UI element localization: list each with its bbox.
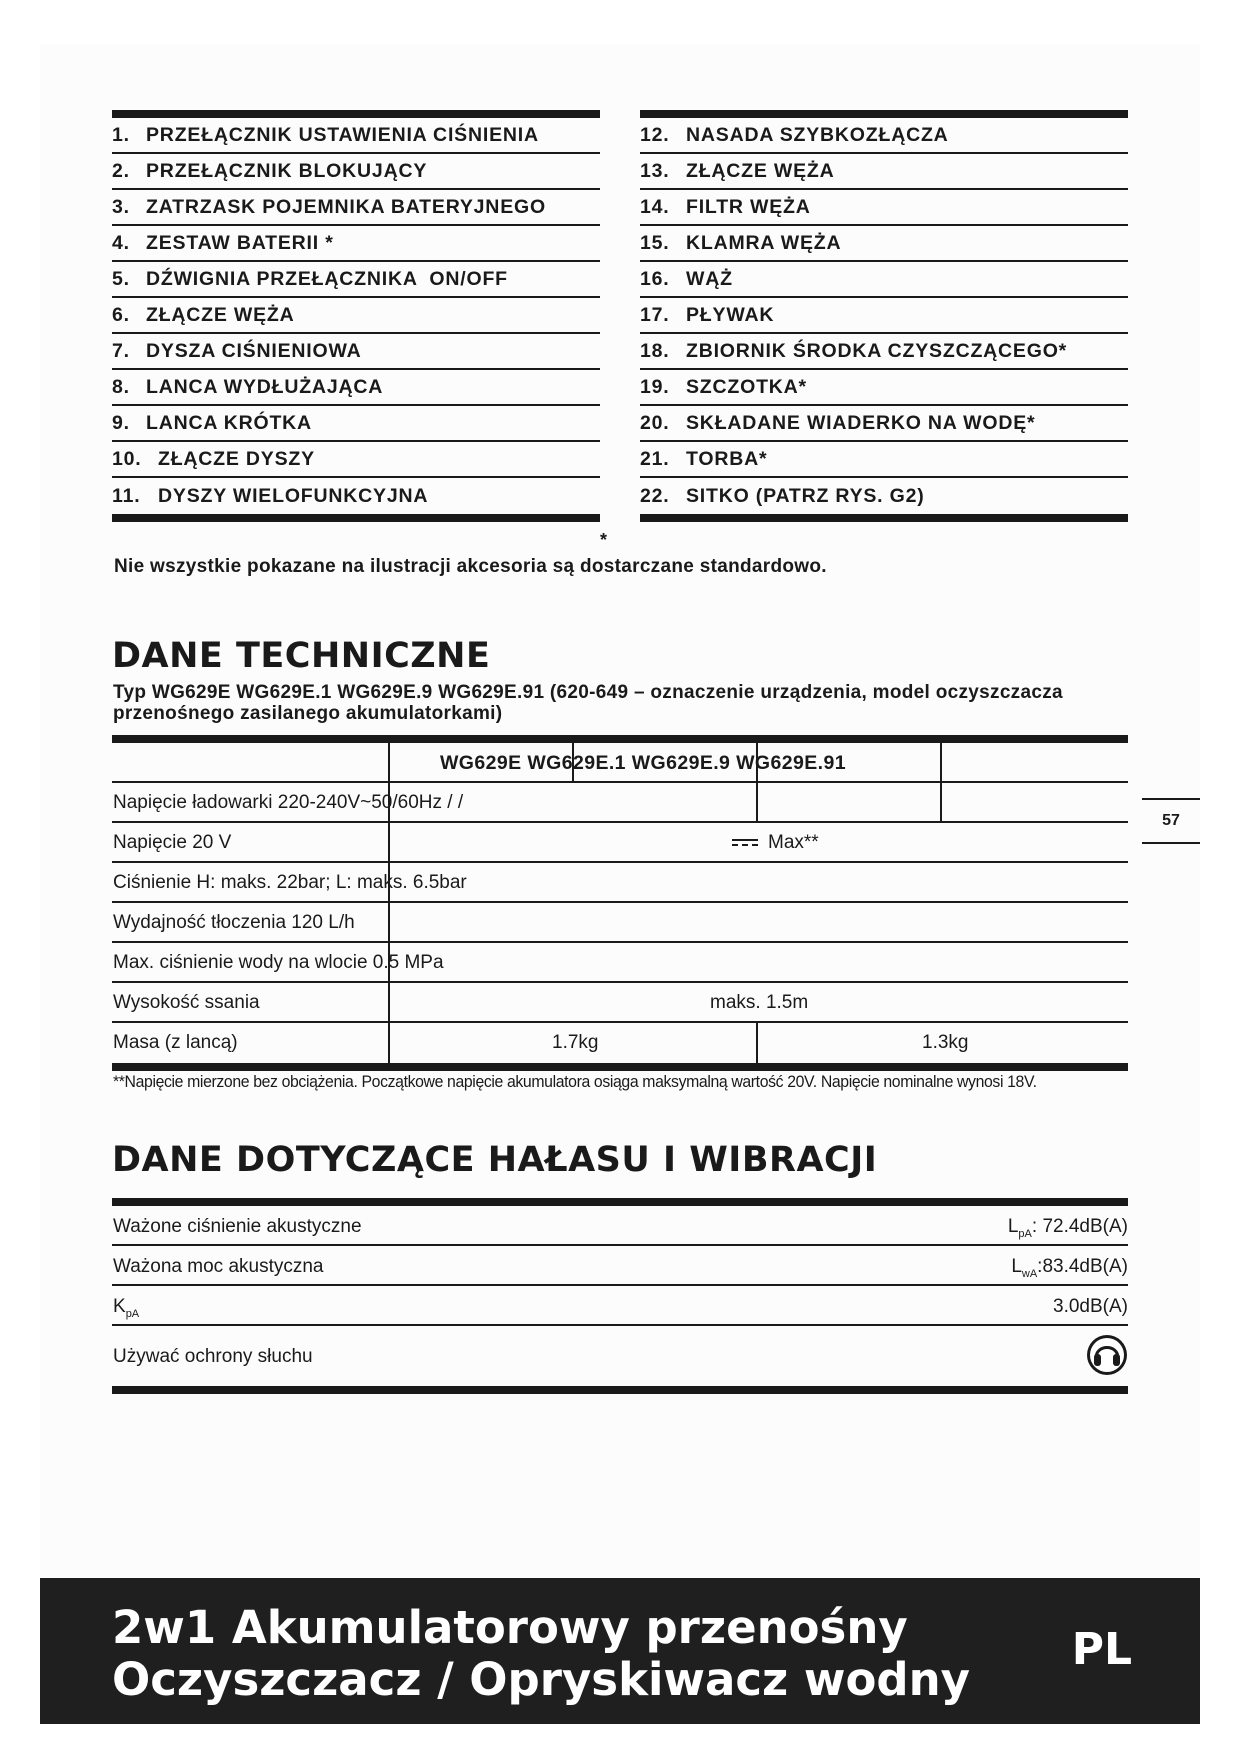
asterisk-mark: * xyxy=(600,530,608,550)
table-row xyxy=(112,823,1128,863)
row-label xyxy=(113,1296,139,1320)
dc-symbol-icon xyxy=(732,838,758,848)
item-number: 22. xyxy=(640,484,670,507)
table-row xyxy=(112,983,1128,1023)
model-header: WG629E WG629E.1 WG629E.9 WG629E.91 xyxy=(440,752,846,774)
item-number: 6. xyxy=(112,303,130,326)
type-description: Typ WG629E WG629E.1 WG629E.9 WG629E.91 (620-649 – oznaczenie urządzenia, model oczyszczacza przenośnego zasilanego akumulatorkami) xyxy=(113,682,1063,724)
list-item xyxy=(112,190,600,226)
row-label: Ważone ciśnienie akustyczne xyxy=(113,1216,362,1237)
table-header-row xyxy=(112,743,1128,783)
table-row xyxy=(112,943,1128,983)
item-number: 16. xyxy=(640,267,670,290)
table-row xyxy=(112,903,1128,943)
list-item xyxy=(112,478,600,514)
item-label: ZŁĄCZE DYSZY xyxy=(158,447,315,470)
symbol-subscript: pA xyxy=(1018,1227,1032,1240)
item-label: ZŁĄCZE WĘŻA xyxy=(146,303,295,326)
list-item xyxy=(112,226,600,262)
divider xyxy=(640,514,1128,522)
item-label: KLAMRA WĘŻA xyxy=(686,231,842,254)
noise-heading: DANE DOTYCZĄCE HAŁASU I WIBRACJI xyxy=(112,1140,878,1180)
item-label: ZŁĄCZE WĘŻA xyxy=(686,159,835,182)
list-item xyxy=(112,370,600,406)
item-label: ZATRZASK POJEMNIKA BATERYJNEGO xyxy=(146,195,546,218)
column-line xyxy=(388,823,390,861)
row-label: Używać ochrony słuchu xyxy=(113,1346,313,1367)
list-item xyxy=(112,262,600,298)
tech-heading: DANE TECHNICZNE xyxy=(112,636,491,676)
row-label: Max. ciśnienie wody na wlocie 0.5 MPa xyxy=(113,952,444,973)
list-item xyxy=(112,118,600,154)
divider xyxy=(112,514,600,522)
voltage-footnote: **Napięcie mierzone bez obciążenia. Początkowe napięcie akumulatora osiąga maksymalną wartość 20V. Napięcie nominalne wynosi 18V. xyxy=(113,1072,1037,1091)
item-label: FILTR WĘŻA xyxy=(686,195,811,218)
column-line xyxy=(388,743,390,781)
item-label: PRZEŁĄCZNIK USTAWIENIA CIŚNIENIA xyxy=(146,123,539,146)
divider xyxy=(112,1198,1128,1206)
column-line xyxy=(756,1023,758,1063)
table-row xyxy=(112,1286,1128,1326)
item-label: LANCA KRÓTKA xyxy=(146,411,312,434)
list-item xyxy=(112,154,600,190)
table-row xyxy=(112,783,1128,823)
symbol: L xyxy=(1007,1216,1019,1237)
voltage-value xyxy=(732,832,819,854)
table-row xyxy=(112,1326,1128,1386)
list-item xyxy=(640,370,1128,406)
list-item xyxy=(640,298,1128,334)
list-item xyxy=(112,298,600,334)
list-item xyxy=(640,190,1128,226)
product-title-line1: 2w1 Akumulatorowy przenośny xyxy=(112,1601,908,1654)
item-number: 1. xyxy=(112,123,130,146)
item-number: 11. xyxy=(112,484,141,507)
column-line xyxy=(940,783,942,821)
accessories-note: Nie wszystkie pokazane na ilustracji akcesoria są dostarczane standardowo. xyxy=(114,556,827,577)
item-number: 17. xyxy=(640,303,670,326)
tech-table xyxy=(112,735,1128,1071)
table-row xyxy=(112,1206,1128,1246)
language-code: PL xyxy=(1071,1624,1132,1675)
noise-table xyxy=(112,1198,1128,1394)
item-label: DYSZA CIŚNIENIOWA xyxy=(146,339,362,362)
item-label: SKŁADANE WIADERKO NA WODĘ* xyxy=(686,411,1036,434)
item-number: 8. xyxy=(112,375,130,398)
list-item xyxy=(112,406,600,442)
item-number: 20. xyxy=(640,411,670,434)
list-item xyxy=(640,154,1128,190)
row-label: Ważona moc akustyczna xyxy=(113,1256,324,1277)
item-label: PRZEŁĄCZNIK BLOKUJĄCY xyxy=(146,159,428,182)
value-text: :83.4dB(A) xyxy=(1037,1256,1128,1277)
mass-value-a: 1.7kg xyxy=(552,1032,599,1053)
page-number: 57 xyxy=(1142,798,1200,844)
symbol: K xyxy=(113,1296,126,1317)
row-label: Wysokość ssania xyxy=(113,992,260,1013)
item-number: 3. xyxy=(112,195,130,218)
item-number: 10. xyxy=(112,447,142,470)
row-label: Napięcie 20 V xyxy=(113,832,232,853)
item-label: PŁYWAK xyxy=(686,303,775,326)
item-number: 19. xyxy=(640,375,670,398)
divider xyxy=(112,1063,1128,1071)
symbol-subscript: wA xyxy=(1021,1267,1038,1280)
mass-value-b: 1.3kg xyxy=(922,1032,969,1053)
item-number: 12. xyxy=(640,123,670,146)
divider xyxy=(640,110,1128,118)
list-item xyxy=(640,226,1128,262)
table-row xyxy=(112,863,1128,903)
symbol: L xyxy=(1011,1256,1022,1277)
row-label: Napięcie ładowarki 220-240V~50/60Hz / / xyxy=(113,792,464,813)
item-label: ZESTAW BATERII * xyxy=(146,231,334,254)
ear-protection-icon xyxy=(1086,1334,1128,1376)
item-label: DYSZY WIELOFUNKCYJNA xyxy=(158,484,429,507)
column-line xyxy=(388,903,390,941)
item-number: 4. xyxy=(112,231,130,254)
divider xyxy=(112,110,600,118)
item-label: DŹWIGNIA PRZEŁĄCZNIKA ON/OFF xyxy=(146,267,508,290)
lwa-value xyxy=(1011,1256,1128,1280)
item-label: ZBIORNIK ŚRODKA CZYSZCZĄCEGO* xyxy=(686,339,1068,362)
suction-value: maks. 1.5m xyxy=(710,992,809,1013)
list-item xyxy=(640,442,1128,478)
column-line xyxy=(940,743,942,781)
symbol-subscript: pA xyxy=(125,1307,140,1320)
item-label: WĄŻ xyxy=(686,267,733,290)
list-item xyxy=(640,478,1128,514)
item-number: 21. xyxy=(640,447,670,470)
list-item xyxy=(640,406,1128,442)
list-item xyxy=(640,118,1128,154)
kpa-value: 3.0dB(A) xyxy=(1053,1296,1128,1317)
item-number: 14. xyxy=(640,195,670,218)
footer-banner xyxy=(40,1578,1200,1724)
list-item xyxy=(640,334,1128,370)
divider xyxy=(112,1386,1128,1394)
item-label: SZCZOTKA* xyxy=(686,375,807,398)
parts-list-right xyxy=(640,110,1128,522)
column-line xyxy=(756,783,758,821)
row-label: Ciśnienie H: maks. 22bar; L: maks. 6.5bar xyxy=(113,872,467,893)
item-number: 15. xyxy=(640,231,670,254)
value-text: Max** xyxy=(768,832,819,853)
table-row xyxy=(112,1246,1128,1286)
item-number: 18. xyxy=(640,339,670,362)
item-label: NASADA SZYBKOZŁĄCZA xyxy=(686,123,949,146)
product-title xyxy=(112,1602,970,1706)
table-row xyxy=(112,1023,1128,1063)
column-line xyxy=(388,1023,390,1063)
item-number: 2. xyxy=(112,159,130,182)
lpa-value xyxy=(1008,1216,1128,1240)
row-label: Masa (z lancą) xyxy=(113,1032,238,1053)
column-line xyxy=(388,983,390,1021)
item-label: LANCA WYDŁUŻAJĄCA xyxy=(146,375,384,398)
value-text: : 72.4dB(A) xyxy=(1031,1216,1128,1237)
item-number: 13. xyxy=(640,159,670,182)
list-item xyxy=(112,334,600,370)
row-label: Wydajność tłoczenia 120 L/h xyxy=(113,912,355,933)
parts-list-left xyxy=(112,110,600,522)
product-title-line2: Oczyszczacz / Opryskiwacz wodny xyxy=(112,1653,970,1706)
item-label: SITKO (PATRZ RYS. G2) xyxy=(686,484,925,507)
list-item xyxy=(640,262,1128,298)
item-number: 5. xyxy=(112,267,130,290)
item-number: 9. xyxy=(112,411,130,434)
list-item xyxy=(112,442,600,478)
item-number: 7. xyxy=(112,339,130,362)
divider xyxy=(112,735,1128,743)
item-label: TORBA* xyxy=(686,447,768,470)
